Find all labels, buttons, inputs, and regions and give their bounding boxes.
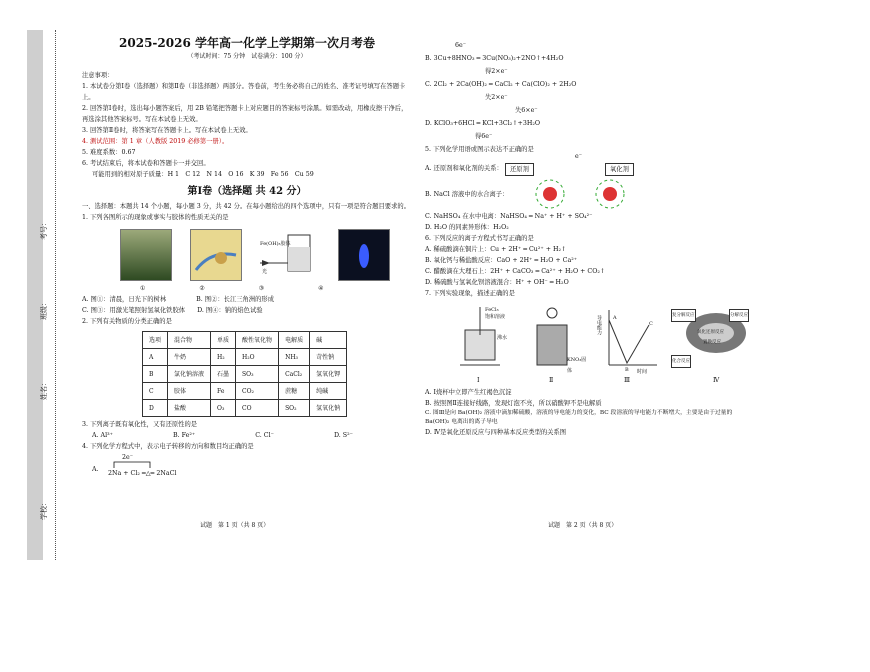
q5-a-electron: e⁻ xyxy=(575,153,583,160)
left-column xyxy=(82,36,412,482)
q4-b-electron: 6e⁻ xyxy=(455,42,467,49)
right-column xyxy=(425,38,755,438)
fig-1 xyxy=(455,305,515,385)
table-header: 电解质 xyxy=(279,332,310,349)
q3-option-a: A. Al³⁺ xyxy=(92,432,113,439)
class-label: 班级： xyxy=(40,299,48,320)
q5-option-d: D. H₂O 的同素异形体：H₂O₂ xyxy=(425,224,509,231)
table-cell: H₂ xyxy=(211,349,236,366)
table-cell: CO xyxy=(236,400,279,417)
fig4-decomp: 分解反应 xyxy=(729,309,749,322)
q1-option-b: B. 图②：长江三角洲的形成 xyxy=(196,296,275,303)
q5-b-text: B. NaCl 溶液中的水合离子： xyxy=(425,191,509,198)
table-cell: CO₂ xyxy=(236,383,279,400)
binding-margin xyxy=(15,30,65,560)
table-cell: A xyxy=(143,349,168,366)
table-cell: SO₂ xyxy=(279,400,310,417)
fig3-label: Ⅲ xyxy=(624,377,631,384)
q5-stem: 5. 下列化学用语或图示表达不正确的是 xyxy=(425,146,534,153)
q1-images xyxy=(120,229,412,281)
q7-stem: 7. 下列实验现象，描述正确的是 xyxy=(425,290,515,297)
q6-option-c: C. 醋酸滴在大理石上：2H⁺ + CaCO₃ ═ Ca²⁺ + H₂O + CO₂↑ xyxy=(425,268,606,275)
fig1-label: Ⅰ xyxy=(477,377,480,384)
q7-option-d: D. Ⅳ是氧化还原反应与四种基本反应类型的关系图 xyxy=(425,429,567,436)
q1-option-c: C. 图③：用激光笔照射氢氧化铁胶体 xyxy=(82,307,186,314)
table-cell: 纯碱 xyxy=(310,383,347,400)
fig2-kno3: KNO₃固体 xyxy=(567,357,587,374)
page-footer-2: 试题 第 2 页（共 8 页） xyxy=(548,522,618,529)
school-label: 学校： xyxy=(40,499,48,520)
table-cell: B xyxy=(143,366,168,383)
note-5: 5. 难度系数：0.67 xyxy=(82,149,136,156)
q4-option-a xyxy=(92,452,412,482)
q2-table xyxy=(142,331,347,417)
note-3: 3. 回答第Ⅱ卷时，将答案写在答题卡上。写在本试卷上无效。 xyxy=(82,127,252,134)
table-row xyxy=(143,349,347,366)
table-cell: H₂O xyxy=(236,349,279,366)
q1-image-labels xyxy=(140,283,412,294)
q6-option-d: D. 稀硫酸与氢氧化钡溶液混合：H⁺ + OH⁻ ═ H₂O xyxy=(425,279,569,286)
table-row xyxy=(143,383,347,400)
fig4-label: Ⅳ xyxy=(713,377,720,384)
table-row xyxy=(143,400,347,417)
section-heading: 第Ⅰ卷（选择题 共 42 分） xyxy=(187,186,307,197)
table-header: 混合物 xyxy=(168,332,211,349)
q6-option-a: A. 稀硫酸滴在铜片上：Cu + 2H⁺ ═ Cu²⁺ + H₂↑ xyxy=(425,246,567,253)
fig4-redox: 氧化还原反应 xyxy=(697,330,724,335)
table-header: 酸性氧化物 xyxy=(236,332,279,349)
q4-c-gain: 得2×e⁻ xyxy=(485,68,508,75)
q4-stem: 4. 下列化学方程式中，表示电子转移的方向和数目均正确的是 xyxy=(82,443,254,450)
q3-options xyxy=(92,430,412,441)
table-cell: C xyxy=(143,383,168,400)
fig2-label: Ⅱ xyxy=(549,377,554,384)
flame-image xyxy=(338,229,390,281)
q4-d-equation: D. KClO₃+6HCl ═ KCl+3Cl₂↑+3H₂O xyxy=(425,120,541,127)
table-cell: 牛奶 xyxy=(168,349,211,366)
q5-option-a xyxy=(425,155,755,177)
table-header: 碱 xyxy=(310,332,347,349)
q6-stem: 6. 下列反应的离子方程式书写正确的是 xyxy=(425,235,534,242)
light-label: 光 xyxy=(262,269,268,275)
fig3-point-b: B xyxy=(625,367,629,373)
binding-dotted-line xyxy=(55,30,56,560)
q4-a-equation: 2Na + Cl₂ ═△═ 2NaCl xyxy=(108,470,177,477)
table-cell: D xyxy=(143,400,168,417)
table-cell: 氢氧化钠 xyxy=(310,400,347,417)
table-cell: NH₃ xyxy=(279,349,310,366)
note-6: 6. 考试结束后，将本试卷和答题卡一并交回。 xyxy=(82,160,210,167)
q5-option-b xyxy=(425,177,755,211)
fig-3 xyxy=(596,305,659,385)
hydrated-ions-diagram xyxy=(525,177,645,211)
q3-option-c: C. Cl⁻ xyxy=(255,432,274,439)
atomic-masses: 可能用到的相对原子质量：H 1 C 12 N 14 O 16 K 39 Fe 56 Cu 59 xyxy=(92,171,314,178)
forest-image xyxy=(120,229,172,281)
q1-option-d: D. 图④：钠的焰色试验 xyxy=(197,307,263,314)
fig1-fecl3: FeCl₃ xyxy=(485,307,499,313)
table-cell: 盐酸 xyxy=(168,400,211,417)
fig1-saturated: 饱和溶液 xyxy=(485,314,506,320)
fig4-double-decomp: 复分解反应 xyxy=(671,309,696,322)
note-1: 1. 本试卷分第Ⅰ卷（选择题）和第Ⅱ卷（非选择题）两部分。答卷前，考生务必将自己的姓名、准考证号填写在答题卡上。 xyxy=(82,83,406,101)
q7-figures xyxy=(455,305,755,385)
q1-options-row1 xyxy=(82,294,412,305)
q4-c-equation: C. 2Cl₂ + 2Ca(OH)₂ ═ CaCl₂ + Ca(ClO)₂ + 2H₂O xyxy=(425,81,577,88)
q4-d-gain: 得6e⁻ xyxy=(475,133,493,140)
fig4-combination: 化合反应 xyxy=(671,355,691,368)
q5-option-c: C. NaHSO₄ 在水中电离：NaHSO₄ ═ Na⁺ + H⁺ + SO₄²⁻ xyxy=(425,213,593,220)
notes-title: 注意事项： xyxy=(82,72,114,79)
fig3-point-c: C xyxy=(649,321,653,327)
table-cell: 氯化钠溶液 xyxy=(168,366,211,383)
q6-option-b: B. 氧化钙与稀盐酸反应：CaO + 2H⁺ ═ H₂O + Ca²⁺ xyxy=(425,257,578,264)
q2-stem: 2. 下列有关物质的分类正确的是 xyxy=(82,318,172,325)
exam-info: （考试时间：75 分钟 试卷满分：100 分） xyxy=(187,53,307,60)
q1-stem: 1. 下列各图所示的现象或事实与胶体的性质无关的是 xyxy=(82,214,229,221)
q3-stem: 3. 下列离子既有氧化性，又有还原性的是 xyxy=(82,421,198,428)
q5-a-text: A. 还原剂和氧化剂的关系： xyxy=(425,165,503,172)
q4-b-equation: B. 3Cu+8HNO₃ ═ 3Cu(NO₃)₂+2NO↑+4H₂O xyxy=(425,55,564,62)
table-cell: 蔗糖 xyxy=(279,383,310,400)
table-cell: CaCl₂ xyxy=(279,366,310,383)
pic-label-4: ④ xyxy=(318,285,324,292)
q7-option-b: B. 按照图Ⅱ连接好线路，发现灯泡不亮，所以硝酸钾不是电解质 xyxy=(425,400,602,407)
pic-label-3: ③ xyxy=(258,285,265,292)
page-title: 2025-2026 学年高一化学上学期第一次月考卷 xyxy=(119,36,375,50)
q4-a-electron: 2e⁻ xyxy=(122,454,134,461)
note-2: 2. 回答第Ⅰ卷时，选出每小题答案后，用 2B 铅笔把答题卡上对应题目的答案标号涂黑。如需改动，用橡皮擦干净后，再选涂其他答案标号。写在本试卷上无效。 xyxy=(82,105,408,123)
q4-c-loss: 失2×e⁻ xyxy=(485,94,508,101)
q4-d-loss: 失6×e⁻ xyxy=(515,107,538,114)
q3-option-b: B. Fe²⁺ xyxy=(172,432,196,439)
fig-4 xyxy=(671,305,761,385)
table-cell: 氢氧化钾 xyxy=(310,366,347,383)
q7-option-a: A. Ⅰ烧杯中立即产生红褐色沉淀 xyxy=(425,389,512,396)
fig3-point-a: A xyxy=(613,315,617,321)
table-cell: SO₃ xyxy=(236,366,279,383)
seal-strip xyxy=(27,30,43,560)
fig3-x-axis: 时间 xyxy=(637,369,648,375)
table-cell: O₃ xyxy=(211,400,236,417)
fig-2 xyxy=(527,305,587,385)
beaker-label: Fe(OH)₃胶体 xyxy=(260,241,291,247)
q5-oxidizing-agent: 氧化剂 xyxy=(605,163,634,176)
fig1-boiling-water: 沸水 xyxy=(497,335,508,341)
exam-number-label: 考号： xyxy=(40,219,48,240)
q1-option-a: A. 图①：清晨，日光下的树林 xyxy=(82,296,167,303)
fig3-y-axis: 导电能力 xyxy=(596,315,602,335)
table-header-row xyxy=(143,332,347,349)
q7-option-c: C. 图Ⅲ是向 Ba(OH)₂ 溶液中滴加稀硫酸，溶液的导电能力的变化，BC 段溶液的导电能力不断增大，主要是由于过量的 Ba(OH)₂ 电离出的离子导电 xyxy=(425,410,733,425)
section-intro: 一、选择题：本题共 14 个小题，每小题 3 分，共 42 分。在每小题给出的四个选项中，只有一项是符合题目要求的。 xyxy=(82,203,410,210)
name-label: 姓名： xyxy=(40,379,48,400)
q1-options-row2 xyxy=(82,305,412,316)
table-cell: 胶体 xyxy=(168,383,211,400)
table-header: 单质 xyxy=(211,332,236,349)
pic-label-1: ① xyxy=(140,285,146,292)
q4-a-label: A. xyxy=(92,466,99,473)
page-footer-1: 试题 第 1 页（共 8 页） xyxy=(200,522,270,529)
q5-reducing-agent: 还原剂 xyxy=(505,163,534,176)
table-cell: 苛性钠 xyxy=(310,349,347,366)
table-header: 选项 xyxy=(143,332,168,349)
note-4: 4. 测试范围：第 1 章（人教版 2019 必修第一册）。 xyxy=(82,138,229,145)
fig4-replacement: 置换反应 xyxy=(703,340,721,345)
beaker-diagram xyxy=(260,229,320,279)
delta-map-image xyxy=(190,229,242,281)
table-cell: Fe xyxy=(211,383,236,400)
pic-label-2: ② xyxy=(199,285,205,292)
table-cell: 石墨 xyxy=(211,366,236,383)
q3-option-d: D. S²⁻ xyxy=(333,432,353,439)
table-row xyxy=(143,366,347,383)
